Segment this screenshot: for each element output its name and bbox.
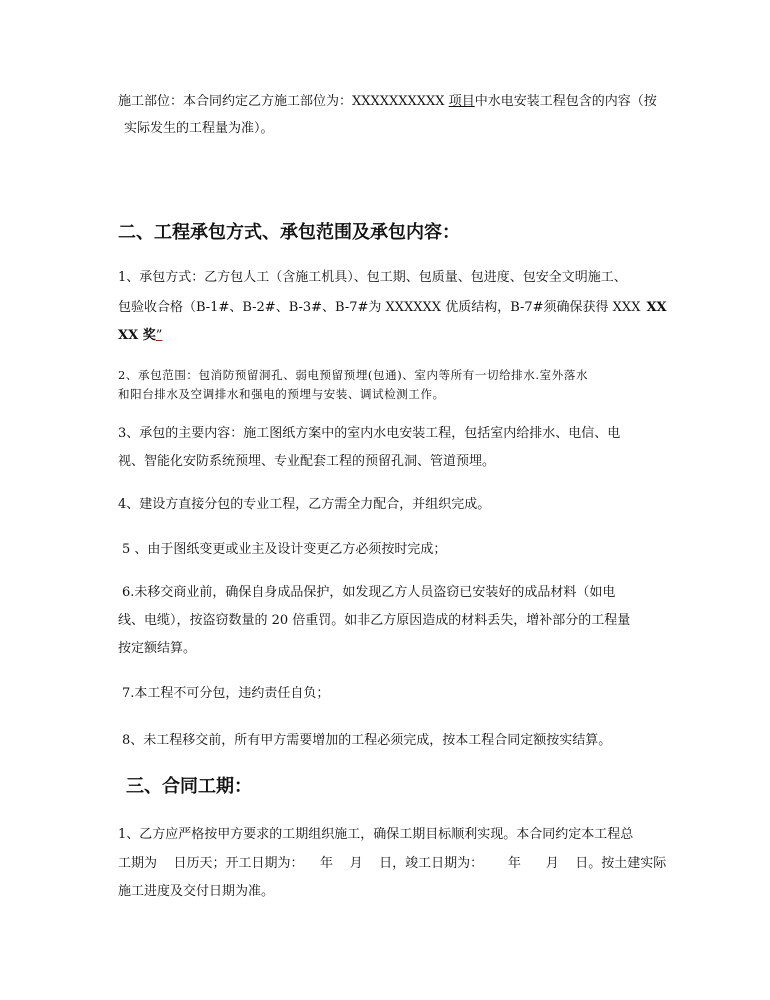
- section-2-item-4: 4、建设方直接分包的专业工程，乙方需全力配合，并组织完成。: [118, 497, 491, 512]
- section-3-heading: 三、合同工期：: [126, 776, 252, 797]
- section-2-item-7: 7.本工程不可分包，违约责任自负；: [122, 686, 330, 701]
- section-2-item-1-line-2: [118, 300, 667, 316]
- section-2-item-3-line-1: 3、承包的主要内容：施工图纸方案中的室内水电安装工程，包括室内给排水、电信、电: [118, 426, 621, 441]
- intro-line-1-suffix: 中水电安装工程包含的内容（按: [474, 94, 657, 109]
- section-2-heading: 二、工程承包方式、承包范围及承包内容：: [118, 222, 460, 243]
- section-2-item-1-quote-mark: ”: [155, 328, 163, 343]
- section-2-item-6-line-1: 6.未移交商业前，确保自身成品保护，如发现乙方人员盗窃已安装好的成品材料（如电: [122, 585, 616, 600]
- section-2-item-1-line-2-bold: XX: [646, 300, 667, 315]
- section-3-item-1-line-1: 1、乙方应严格按甲方要求的工期组织施工，确保工期目标顺利实现。本合同约定本工程总: [118, 827, 634, 842]
- section-2-item-6-line-3: 按定额结算。: [118, 641, 197, 656]
- intro-line-2: 实际发生的工程量为准）。: [124, 121, 274, 136]
- section-2-item-5: 5 、由于图纸变更或业主及设计变更乙方必须按时完成；: [122, 542, 447, 557]
- section-2-item-6-line-2: 线、电缆），按盗窃数量的 20 倍重罚。如非乙方原因造成的材料丢失，增补部分的工程量: [118, 613, 631, 628]
- section-3-item-1-line-3: 施工进度及交付日期为准。: [118, 884, 275, 899]
- section-2-item-1-award: XX 奖: [118, 328, 156, 343]
- intro-line-1-prefix: 施工部位：本合同约定乙方施工部位为：XXXXXXXXXX: [118, 94, 449, 109]
- intro-project-underlined: 项目: [448, 94, 475, 109]
- intro-line-1: [118, 94, 657, 110]
- section-3-item-1-line-2: 工期为 日历天；开工日期为： 年 月 日，竣工日期为： 年 月 日。按土建实际: [118, 856, 667, 871]
- section-2-item-2-line-1: 2、承包范围：包消防预留洞孔、弱电预留预埋(包通)、室内等所有一切给排水.室外落水: [118, 368, 589, 382]
- section-2-item-8: 8、未工程移交前，所有甲方需要增加的工程必须完成，按本工程合同定额按实结算。: [122, 733, 612, 748]
- section-2-item-1-line-3: [118, 328, 170, 344]
- section-2-item-1-line-1: 1、承包方式：乙方包人工（含施工机具）、包工期、包质量、包进度、包安全文明施工、: [118, 270, 627, 285]
- section-2-item-2-line-2: 和阳台排水及空调排水和强电的预埋与安装、调试检测工作。: [118, 387, 445, 401]
- section-2-item-3-line-2: 视、智能化安防系统预埋、专业配套工程的预留孔洞、管道预埋。: [118, 454, 496, 469]
- section-2-item-1-line-2-main: 包验收合格（B-1#、B-2#、B-3#、B-7#为 XXXXXX 优质结构，B-7#须确保获得 XXX: [118, 300, 641, 315]
